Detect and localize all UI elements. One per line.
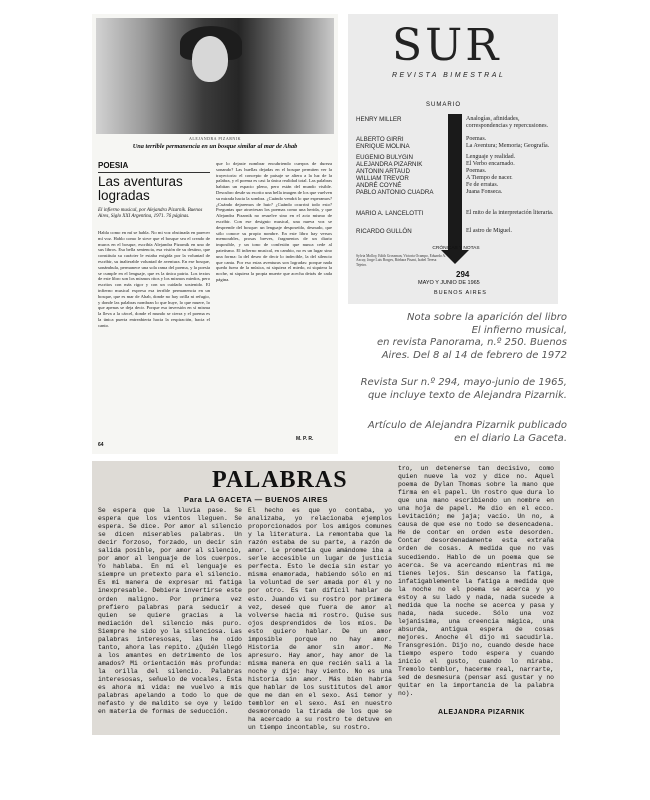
caption-line: El infierno musical,: [471, 324, 567, 336]
caption-sur: [361, 377, 567, 402]
contents-author: HENRY MILLER: [356, 116, 402, 123]
sur-issue-number: 294: [456, 270, 470, 279]
sur-logo: SUR: [392, 20, 502, 71]
contents-author: ALBERTO GIRRI ENRIQUE MOLINA: [356, 136, 410, 150]
review-meta: El infierno musical, por Alejandra Pizarnik. Buenos Aires, Siglo XXI Argentina, 1971. 76 páginas.: [98, 208, 203, 219]
article-signature: ALEJANDRA PIZARNIK: [438, 709, 525, 716]
caption-gaceta: [368, 420, 567, 445]
arrow-shaft-graphic: [448, 114, 462, 250]
sur-magazine-cover: [348, 14, 558, 304]
review-column-left: Habla como en mí se habla. No mi voz obstinada en parecer mí voz. Hablo como le sirve que el bosque sea el creado de muros en el bosque, escribía Alejandra Pizarnik en uno de sus libros. Esa bella sentencia, esa visión de su destino, que constituía su carácter le estaba exigida por la voluntad de escribir, su inalterable voluntad de aventura. En ese bosque, sonámbula, permanece una sola rama del poema, y la poesía se cumple en el lenguaje, que es la única patria. Los textos de este libro son los mismos ritos y los mismos miedos, pero escritos con más rigor y con un cuidado sostenido. El infierno musical expresa esa terrible permanencia en un bosque, que es mar de Ahab, donde no hay orilla ni refugio, y donde las palabras nombran lo que huye, lo que muere, lo que apenas se deja decir. Porque esa inversión en sí misma la lleva a la cárcel, donde el mundo se cierra y el poema es la única puerta entreabierta hacia la respiración, hacia el canto.: [98, 230, 210, 328]
photo-caption: Una terrible permanencia en un bosque similar al mar de Ahab: [132, 143, 298, 150]
palabras-clipping: [92, 461, 560, 735]
caption-line: en revista Panorama, n.º 250. Buenos: [376, 337, 567, 348]
photo-face-shape: [192, 36, 228, 82]
article-column-2: El hecho es que yo contaba, yo analizaba, yo relacionaba ejemplos proporcionados por los amigos comunes y la literatura. La remontaba que la razón estaba de su parte, a razón de amor. Le prometía que amándome iba a serle accesible un lugar de justicia perfecta. Esto le decía sin estar yo misma enamorada, habiendo sólo en mí la voluntad de ser amada por él y no por otro. Es tan difícil hablar de esto. Juando vi su rostro por primera vez, deseé que fuera de amor al volverse hacia mi rostro. Quise sus ojos desprendidos de los míos. De esto quiero hablar. De un amor imposible porque no hay amor. Historia de amor sin amor. Me apresuro. Hay amor, hay amor de la misma manera en que recién sali a la noche y dije: hay viento. No es una historia sin amor. Más bien habría que hablar de los sustitutos del amor que me dan en el sexo. Así temor y temblor en el sexo. Así en nuestro desmoronado la tirada de los que se ha acercado a su rostro te detuve en un tiempo incontable, su rostro.: [248, 507, 392, 732]
caption-line: Revista Sur n.º 294, mayo-junio de 1965,: [360, 377, 567, 388]
contents-work: Lenguaje y realidad. El Verbo encarnado. Poemas. A Tiempo de nacer. Fe de erratas. Juana Fonseca.: [466, 154, 516, 195]
contents-work: Analogías, afinidades, correspondencias y repercusiones.: [466, 116, 549, 129]
article-column-1: Se espera que la lluvia pase. Se espera que los vientos lleguen. Se espera. Se dice. Por amor al silencio se dicen miserables palabras. Un decir forzoso, forzado, un decir sin salida posible, por amor al silencio, por amor al lenguaje de los cuerpos. Yo hablaba. En mí el lenguaje es siempre un pretexto para el silencio. Es mi manera de expresar mi fatiga inexpresable. Debiera invertirse este orden maligno. Por primera vez prefiero palabras para seducir a quien se quiere gracias a la mediación del silencio más puro. Siempre he sido yo la silenciosa. Las palabras interesosas, las he oído tanto, ahora las repito. ¿Quién llegó a los amantes en detrimento de los amados? Mi orientación más profunda: la orilla del silencio. Palabras interesosas, señuelo de vocales. Esta es ahora mi vida: me vuelvo a mis palabras apelando a todo lo que de nefasto y de maldito se oye y leído en materia de formas de seducción.: [98, 507, 242, 716]
contents-work: El mito de la interpretación literaria.: [466, 210, 554, 216]
article-column-3: tro, un detenerse tan decisivo, como quien nueve la voz y dice no. Aquel poema de Dylan Thomas sobre la mano que firma en el papel. Un rostro que dura lo que una mano escribiendo un nombre en una hoja de papel. Me dio en el ecco. Levitación; me jaja; vacío. Un no, a causa de que ese no todo se desencadena. He de contar en orden este desorden. Contar desordenadamente esta extraña orden de cosas. A medida que no vas sucediendo. Hablo de un poema que se acerca. Se va acercando mientras mi me tienes lejos. Sin descanso la fatiga, infatigablemente la fatiga a medida que la noche no el poema se acerca y yo estoy a su lado y nada, nada sucede a medida que la noche se acerca y pasa y nada, nada sucede. Sólo una voz lejanísima, una creencia mágica, una absurda, antigua espera de cosas mejores. Anoche él dijo mi sacudirla. Transgresión. Dijo no, cuando desde hace tiempo espero todo espera y cuando inicio el gusto, cuando lo miraba. Tremolo temblor, hacerme real, narrarte, sed de desmesura (pensar así gustar y no quitar en la importancia de la palabra no).: [398, 465, 554, 698]
caption-panorama: [377, 312, 567, 362]
photo-credit: ALEJANDRA PIZARNIK: [189, 136, 241, 141]
sur-subtitle: REVISTA BIMESTRAL: [392, 72, 506, 79]
panorama-clipping: [92, 14, 338, 454]
review-title: Las aventuras logradas: [98, 174, 183, 203]
caption-line: en el diario La Gaceta.: [454, 432, 567, 444]
page-number: 64: [98, 442, 104, 448]
section-label: POESIA: [98, 161, 129, 170]
sur-fineprint: Sylvia Molloy, Edith Grossman, Victoria Ocampo, Eduardo A. Azcuy, Jorge Luis Borges, Bárbara Pisani, Isabel Teresa Tejeiro.: [356, 254, 447, 267]
caption-line: Nota sobre la aparición del libro: [406, 312, 567, 323]
review-signature: M. P. R.: [296, 436, 314, 442]
sur-issue-date: MAYO Y JUNIO DE 1965: [418, 280, 480, 286]
review-column-right: que lo dejaste nombrar encubriendo cuerpos de dureza sonando? Las huellas dejadas en el bosque permiten ver la trayectoria: el concepto de paisaje se altera a la luz de la palabra, y el poema es casi la única realidad total. Las palabras habitan un espacio pleno, pero están del mundo visible. Descubro desde su escrito una bella imagen de los que vuelven su mirada hacia la sombra. ¿Cuándo vendrá lo que esperamos? ¿Cuándo dejaremos de huir? ¿Cuándo ocurrirá todo esto? Preguntas que atraviesan los poemas como una herida, y que Alejandra Pizarnik no resuelve sino en el acto mismo de escribir. Con ese designio musical, una nueva voz se desprende del bosque: un lenguaje desposeído, desnudo, que sólo conoce su propio nombre. En este libro hay versos memorables, prosas breves, fragmentos de un diario imposible, y un tono de confesión que nunca cede al patetismo. El infierno musical, en cambio, no es un lugar sino una forma: la del deseo de decir lo indecible, la del silencio que canta. Por eso estas aventuras son logradas: porque nada queda fuera de la música, ni siquiera el miedo, ni siquiera la noche, ni siquiera la propia muerte que acecha detrás de cada página.: [216, 161, 332, 282]
sur-cronicas-heading: CRÓNICAS Y NOTAS: [432, 246, 480, 251]
sur-city: BUENOS AIRES: [434, 290, 487, 296]
caption-line: Aires. Del 8 al 14 de febrero de 1972: [381, 349, 567, 361]
caption-line: Artículo de Alejandra Pizarnik publicado: [367, 420, 567, 431]
contents-work: El astro de Miguel.: [466, 228, 512, 234]
caption-line: que incluye texto de Alejandra Pizarnik.: [367, 389, 567, 401]
section-divider: [98, 172, 210, 173]
contents-author: EUGENIO BULYGIN ALEJANDRA PIZARNIK ANTONIN ARTAUD WILLIAM TREVOR ANDRÉ COYNÉ PABLO ANTONIO CUADRA: [356, 154, 434, 196]
contents-work: Poemas. La Aventura; Memoria; Geografía.: [466, 136, 550, 149]
article-subtitle: Para LA GACETA — BUENOS AIRES: [184, 495, 328, 504]
contents-author: MARIO A. LANCELOTTI: [356, 210, 424, 217]
contents-author: RICARDO GULLÓN: [356, 228, 412, 235]
author-photo: [96, 18, 334, 134]
sur-contents-heading: SUMARIO: [426, 102, 462, 108]
article-title: PALABRAS: [212, 467, 348, 493]
